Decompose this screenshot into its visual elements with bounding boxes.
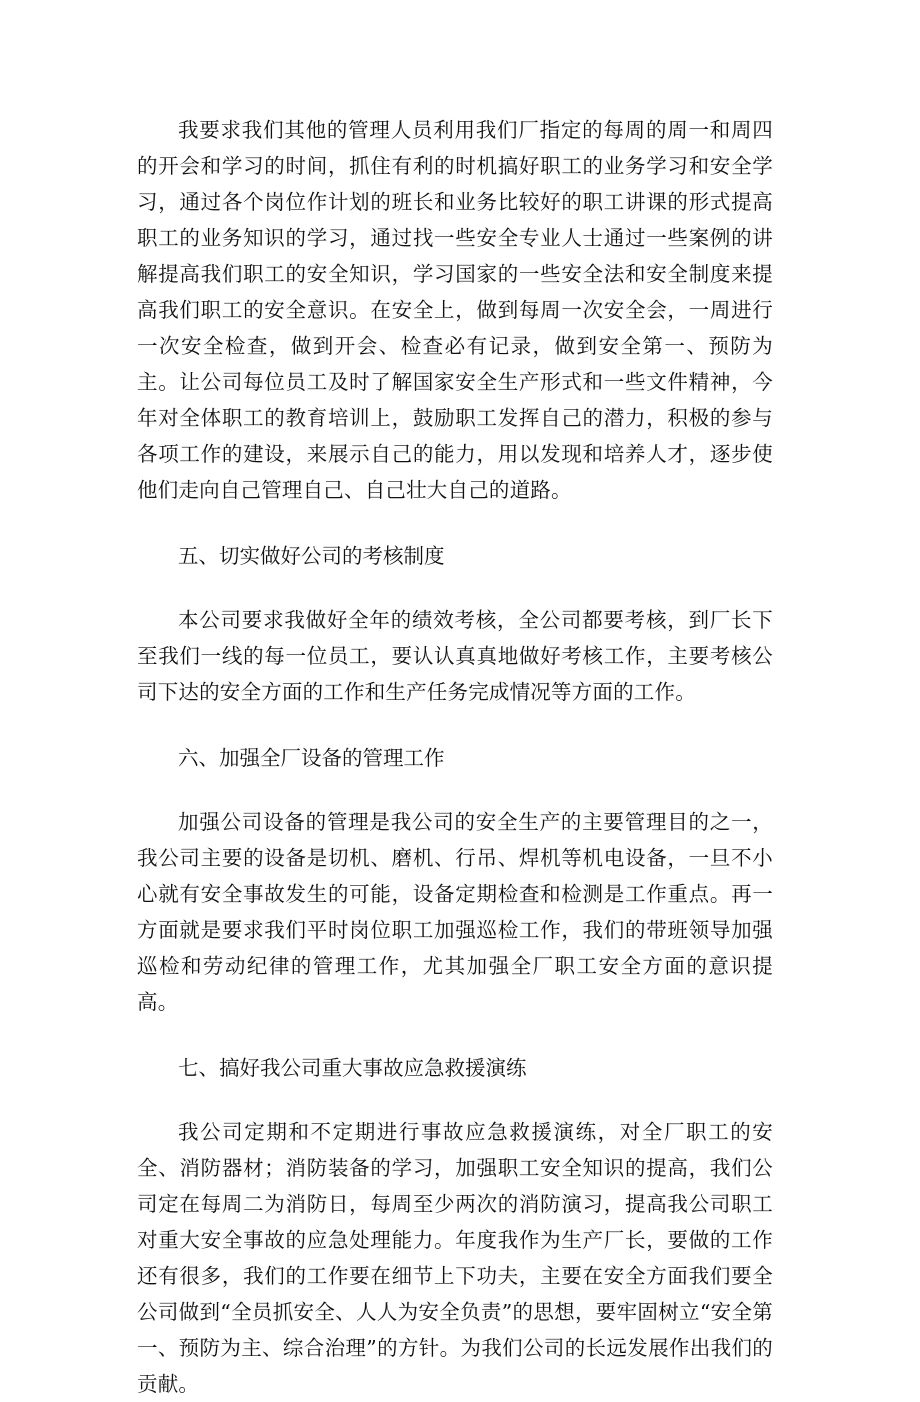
heading-equipment-management: 六、加强全厂设备的管理工作 (178, 746, 445, 770)
paragraph-emergency-drill: 我公司定期和不定期进行事故应急救援演练，对全厂职工的安全、消防器材；消防装备的学习，加强职工安全知识的提高，我们公司定在每周二为消防日，每周至少两次的消防演习，提高我公司职工对重大安全事故的应急处理能力。年度我作为生产厂长，要做的工作还有很多，我们的工作要在细节上下功夫，主要在安全方面我们要全公司做到“全员抓安全、人人为安全负责”的思想，要牢固树立“安全第一、预防为主、综合治理”的方针。为我们公司的长远发展作出我们的贡献。 (137, 1120, 773, 1396)
paragraph-equipment: 加强公司设备的管理是我公司的安全生产的主要管理目的之一，我公司主要的设备是切机、磨机、行吊、焊机等机电设备，一旦不小心就有安全事故发生的可能，设备定期检查和检测是工作重点。再一方面就是要求我们平时岗位职工加强巡检工作，我们的带班领导加强巡检和劳动纪律的管理工作，尤其加强全厂职工安全方面的意识提高。 (137, 810, 773, 1014)
paragraph-staff-training: 我要求我们其他的管理人员利用我们厂指定的每周的周一和周四的开会和学习的时间，抓住有利的时机搞好职工的业务学习和安全学习，通过各个岗位作计划的班长和业务比较好的职工讲课的形式提高职工的业务知识的学习，通过找一些安全专业人士通过一些案例的讲解提高我们职工的安全知识，学习国家的一些安全法和安全制度来提高我们职工的安全意识。在安全上，做到每周一次安全会，一周进行一次安全检查，做到开会、检查必有记录，做到安全第一、预防为主。让公司每位员工及时了解国家安全生产形式和一些文件精神，今年对全体职工的教育培训上，鼓励职工发挥自己的潜力，积极的参与各项工作的建设，来展示自己的能力，用以发现和培养人才，逐步使他们走向自己管理自己、自己壮大自己的道路。 (137, 118, 773, 502)
heading-assessment-system: 五、切实做好公司的考核制度 (178, 544, 445, 568)
paragraph-assessment: 本公司要求我做好全年的绩效考核，全公司都要考核，到厂长下至我们一线的每一位员工，要认认真真地做好考核工作，主要考核公司下达的安全方面的工作和生产任务完成情况等方面的工作。 (137, 608, 773, 704)
heading-emergency-drill: 七、搞好我公司重大事故应急救援演练 (178, 1056, 527, 1080)
document-page (137, 112, 773, 1402)
